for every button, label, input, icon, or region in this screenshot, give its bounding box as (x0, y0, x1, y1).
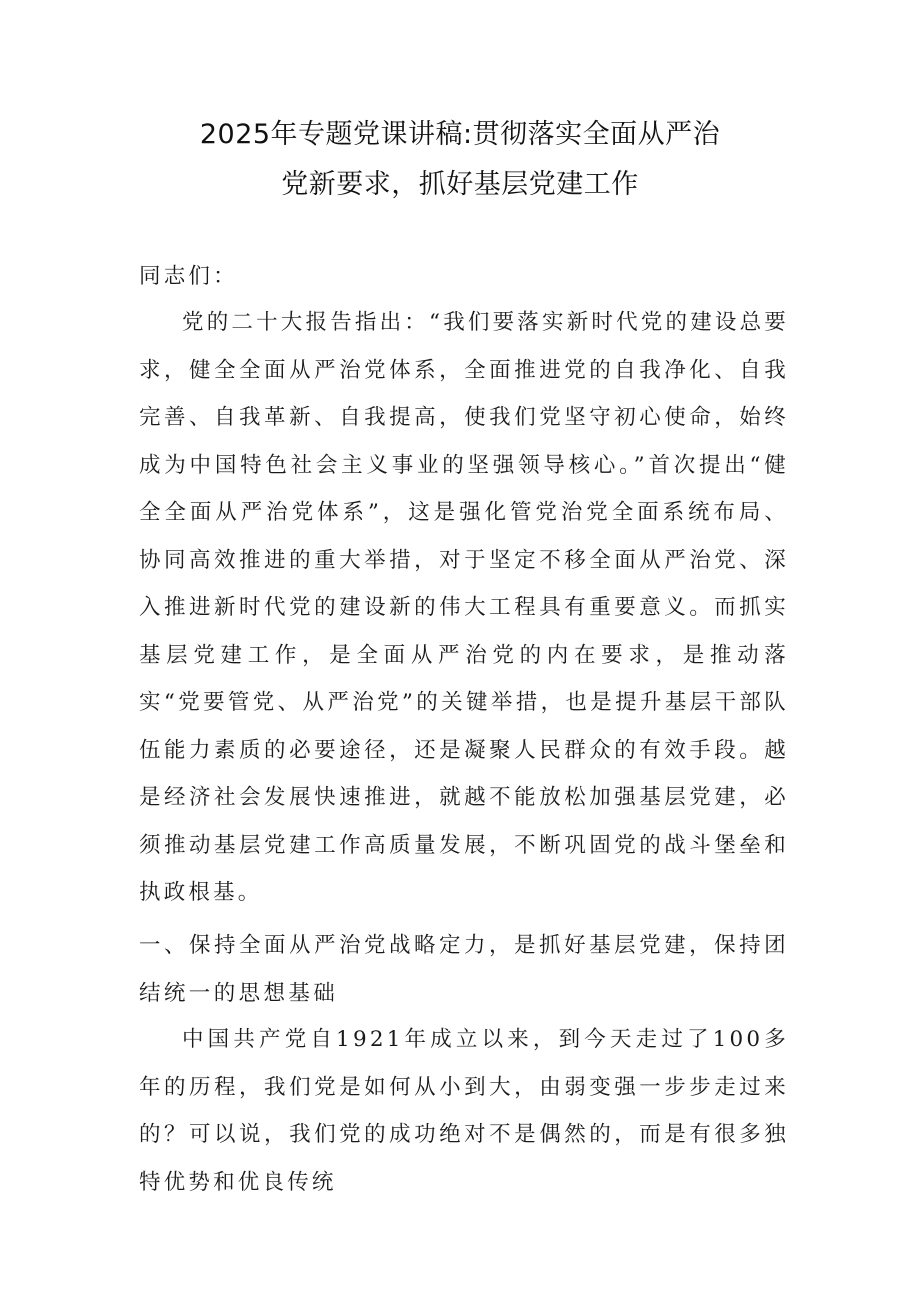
salutation: 同志们： (139, 264, 238, 289)
paragraph-intro: 党的二十大报告指出：“我们要落实新时代党的建设总要求，健全全面从严治党体系，全面推进党的自我净化、自我完善、自我革新、自我提高，使我们党坚守初心使命，始终成为中国特色社会主义事业的坚强领导核心。”首次提出“健全全面从严治党体系”，这是强化管党治党全面系统布局、协同高效推进的重大举措，对于坚定不移全面从严治党、深入推进新时代党的建设新的伟大工程具有重要意义。而抓实基层党建工作，是全面从严治党的内在要求，是推动落实“党要管党、从严治党”的关键举措，也是提升基层干部队伍能力素质的必要途径，还是凝聚人民群众的有效手段。越是经济社会发展快速推进，就越不能放松加强基层党建，必须推动基层党建工作高质量发展，不断巩固党的战斗堡垒和执政根基。 (139, 310, 789, 905)
paragraph-section-1: 中国共产党自1921年成立以来，到今天走过了100多年的历程，我们党是如何从小到大，由弱变强一步步走过来的？可以说，我们党的成功绝对不是偶然的，而是有很多独特优势和优良传统 (139, 1027, 789, 1195)
document-title-line-2: 党新要求，抓好基层党建工作 (281, 169, 639, 200)
section-heading-1: 一、保持全面从严治党战略定力，是抓好基层党建，保持团结统一的思想基础 (139, 933, 789, 1006)
document-title-line-1: 2025年专题党课讲稿:贯彻落实全面从严治 (199, 119, 721, 150)
